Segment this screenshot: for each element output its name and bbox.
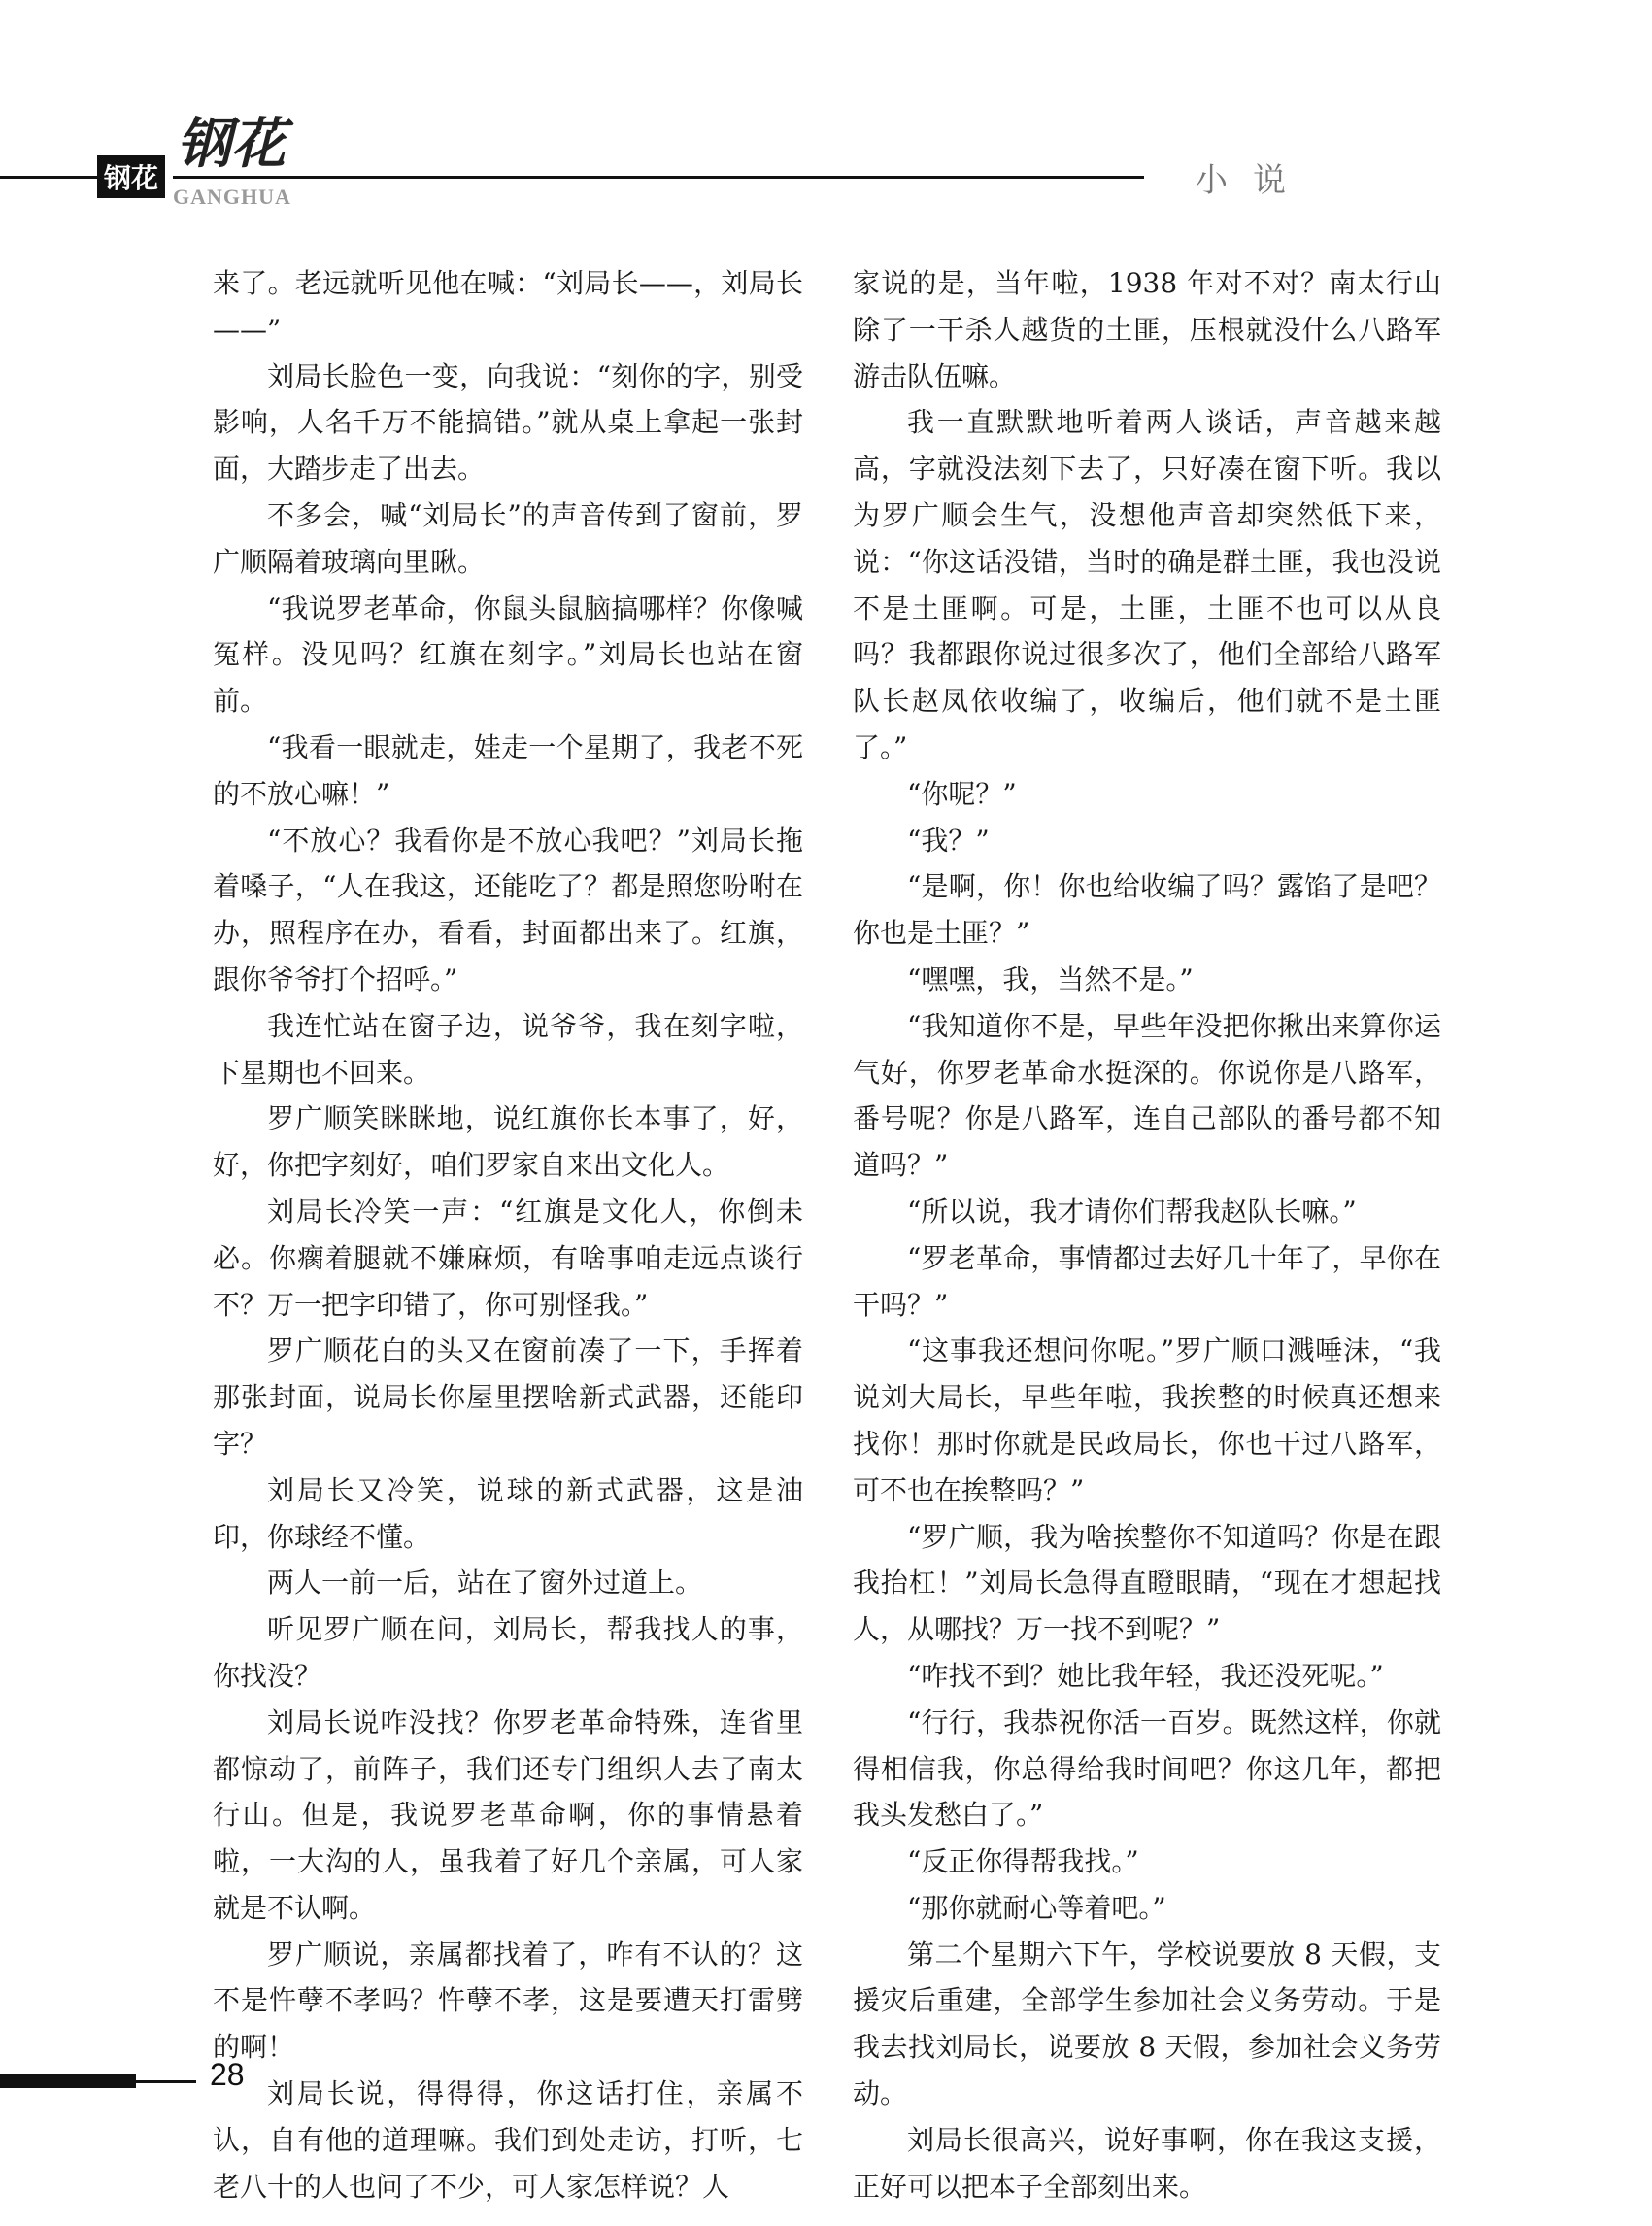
paragraph: “所以说，我才请你们帮我赵队长嘛。” bbox=[907, 1195, 1357, 1228]
paragraph: “行行，我恭祝你活一百岁。既然这样，你就得相信我，你总得给我时间吧？你这几年，都把我头发愁白了。” bbox=[853, 1705, 1441, 1832]
paragraph: 家说的是，当年啦，1938 年对不对？南太行山除了一干杀人越货的土匪，压根就没什么八路军游击队伍嘛。 bbox=[853, 267, 1441, 392]
paragraph: “我看一眼就走，娃走一个星期了，我老不死的不放心嘛！” bbox=[213, 730, 803, 810]
paragraph: 来了。老远就听见他在喊：“刘局长——，刘局长——” bbox=[213, 267, 803, 346]
footer-rule bbox=[136, 2080, 196, 2083]
page-number: 28 bbox=[210, 2057, 245, 2092]
paragraph: “嘿嘿，我，当然不是。” bbox=[907, 962, 1194, 995]
paragraph: “你呢？” bbox=[907, 777, 1017, 810]
paragraph: “罗老革命，事情都过去好几十年了，早你在干吗？” bbox=[853, 1241, 1441, 1321]
paragraph: “这事我还想问你呢。”罗广顺口溅唾沫，“我说刘大局长，早些年啦，我挨整的时候真还想来找你！那时你就是民政局长，你也干过八路军，可不也在挨整吗？” bbox=[853, 1334, 1441, 1506]
footer-bar bbox=[0, 2074, 136, 2088]
paragraph: 不多会，喊“刘局长”的声音传到了窗前，罗广顺隔着玻璃向里瞅。 bbox=[213, 498, 803, 578]
header-rule-left bbox=[0, 176, 97, 179]
paragraph: “我知道你不是，早些年没把你揪出来算你运气好，你罗老革命水挺深的。你说你是八路军，番号呢？你是八路军，连自己部队的番号都不知道吗？” bbox=[853, 1009, 1441, 1182]
paragraph: “那你就耐心等着吧。” bbox=[907, 1891, 1166, 1924]
paragraph: 刘局长很高兴，说好事啊，你在我这支援，正好可以把本子全部刻出来。 bbox=[853, 2123, 1441, 2203]
magazine-badge: 钢花 bbox=[97, 155, 165, 198]
paragraph: 刘局长说，得得得，你这话打住，亲属不认，自有他的道理嘛。我们到处走访，打听，七老八十的人也问了不少，可人家怎样说？人 bbox=[213, 2077, 803, 2203]
section-label: 小说 bbox=[1195, 161, 1311, 200]
paragraph: “是啊，你！你也给收编了吗？露馅了是吧？你也是土匪？” bbox=[853, 870, 1441, 950]
paragraph: “反正你得帮我找。” bbox=[907, 1845, 1139, 1878]
paragraph: 罗广顺笑眯眯地，说红旗你长本事了，好，好，你把字刻好，咱们罗家自来出文化人。 bbox=[213, 1102, 803, 1182]
paragraph: “我说罗老革命，你鼠头鼠脑搞哪样？你像喊冤样。没见吗？红旗在刻字。”刘局长也站在窗前。 bbox=[213, 591, 803, 718]
paragraph: 两人一前一后，站在了窗外过道上。 bbox=[267, 1567, 703, 1600]
header-rule bbox=[173, 176, 1144, 179]
paragraph: “我？” bbox=[907, 824, 990, 857]
paragraph: 刘局长脸色一变，向我说：“刻你的字，别受影响，人名千万不能搞错。”就从桌上拿起一张封面，大踏步走了出去。 bbox=[213, 359, 803, 486]
paragraph: 罗广顺说，亲属都找着了，咋有不认的？这不是忤孽不孝吗？忤孽不孝，这是要遭天打雷劈的啊！ bbox=[213, 1938, 803, 2064]
text-column-right bbox=[853, 260, 1441, 2209]
paragraph: 我一直默默地听着两人谈话，声音越来越高，字就没法刻下去了，只好凑在窗下听。我以为罗广顺会生气，没想他声音却突然低下来，说：“你这话没错，当时的确是群土匪，我也没说不是土匪啊。可是，土匪，土匪不也可以从良吗？我都跟你说过很多次了，他们全部给八路军队长赵凤依收编了，收编后，他们就不是土匪了。” bbox=[853, 406, 1441, 763]
paragraph: 我连忙站在窗子边，说爷爷，我在刻字啦，下星期也不回来。 bbox=[213, 1009, 803, 1089]
paragraph: 刘局长说咋没找？你罗老革命特殊，连省里都惊动了，前阵子，我们还专门组织人去了南太行山。但是，我说罗老革命啊，你的事情悬着啦，一大沟的人，虽我着了好几个亲属，可人家就是不认啊。 bbox=[213, 1705, 803, 1924]
paragraph: “咋找不到？她比我年轻，我还没死呢。” bbox=[907, 1659, 1384, 1692]
text-column-left bbox=[213, 260, 803, 2209]
magazine-logo: 钢花 bbox=[177, 112, 286, 176]
paragraph: 刘局长又冷笑，说球的新式武器，这是油印，你球经不懂。 bbox=[213, 1473, 803, 1553]
paragraph: 第二个星期六下午，学校说要放 8 天假，支援灾后重建，全部学生参加社会义务劳动。于是我去找刘局长，说要放 8 天假，参加社会义务劳动。 bbox=[853, 1938, 1441, 2110]
paragraph: “不放心？我看你是不放心我吧？”刘局长拖着嗓子，“人在我这，还能吃了？都是照您吩咐在办，照程序在办，看看，封面都出来了。红旗，跟你爷爷打个招呼。” bbox=[213, 824, 803, 995]
paragraph: “罗广顺，我为啥挨整你不知道吗？你是在跟我抬杠！”刘局长急得直瞪眼睛，“现在才想起找人，从哪找？万一找不到呢？” bbox=[853, 1520, 1441, 1646]
paragraph: 罗广顺花白的头又在窗前凑了一下，手挥着那张封面，说局长你屋里摆啥新式武器，还能印字？ bbox=[213, 1334, 803, 1460]
paragraph: 刘局长冷笑一声：“红旗是文化人，你倒未必。你瘸着腿就不嫌麻烦，有啥事咱走远点谈行不？万一把字印错了，你可别怪我。” bbox=[213, 1195, 803, 1321]
paragraph: 听见罗广顺在问，刘局长，帮我找人的事，你找没？ bbox=[213, 1613, 803, 1692]
magazine-logo-latin: GANGHUA bbox=[173, 185, 291, 209]
